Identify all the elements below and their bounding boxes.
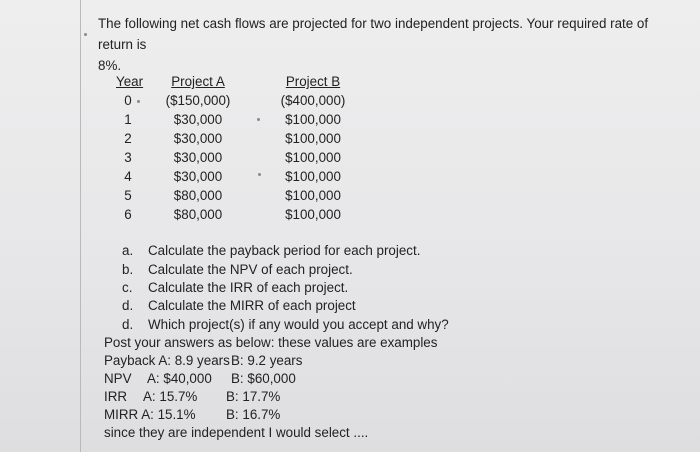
project-b-cell: $100,000 [285, 169, 341, 184]
project-a-cell: $80,000 [173, 188, 223, 203]
speck-mark [258, 173, 261, 176]
year-cell: 4 [124, 169, 132, 184]
project-a-cell: $30,000 [173, 112, 223, 127]
question-label: d. [122, 298, 134, 313]
project-a-cell: $30,000 [173, 169, 223, 184]
question-text: Calculate the payback period for each project. [148, 243, 421, 258]
mirr-b-value: B: 16.7% [226, 407, 281, 422]
npv-b-value: B: $60,000 [231, 371, 296, 386]
payback-label: Payback A: 8.9 years [104, 353, 230, 368]
question-text: Calculate the MIRR of each project [148, 298, 356, 313]
header-project-b: Project B [285, 74, 341, 89]
year-cell: 0 [124, 93, 132, 108]
irr-label: IRR [104, 389, 128, 404]
npv-a-value: A: $40,000 [147, 371, 212, 386]
question-label: b. [122, 262, 134, 277]
project-b-cell: $100,000 [285, 188, 341, 203]
closing-statement: since they are independent I would select .... [104, 425, 369, 440]
speck-mark [84, 33, 87, 36]
year-cell: 2 [124, 131, 132, 146]
payback-b-value: B: 9.2 years [231, 353, 303, 368]
year-cell: 5 [124, 188, 132, 203]
irr-b-value: B: 17.7% [226, 389, 281, 404]
header-year: Year [116, 74, 144, 89]
problem-statement [98, 13, 668, 76]
project-a-cell: $80,000 [173, 207, 223, 222]
problem-statement-line-1: The following net cash flows are projected for two independent projects. Your required rate of return is [98, 16, 649, 52]
header-project-a: Project A [171, 74, 225, 89]
npv-label: NPV [104, 371, 132, 386]
question-text: Calculate the IRR of each project. [148, 280, 349, 295]
speck-mark [257, 118, 260, 121]
year-cell: 1 [124, 112, 132, 127]
answer-format-intro: Post your answers as below: these values are examples [104, 335, 438, 350]
irr-a-value: A: 15.7% [143, 389, 198, 404]
project-b-cell: $100,000 [285, 131, 341, 146]
question-label: c. [122, 280, 133, 295]
question-text: Which project(s) if any would you accept and why? [148, 317, 449, 332]
page-margin-line [80, 0, 81, 452]
project-b-cell: ($400,000) [280, 93, 346, 108]
problem-statement-line-2: 8%. [98, 58, 122, 73]
question-label: d. [122, 317, 134, 332]
project-a-cell: ($150,000) [165, 93, 231, 108]
project-a-cell: $30,000 [173, 131, 223, 146]
year-cell: 6 [124, 207, 132, 222]
question-label: a. [122, 243, 134, 258]
project-b-cell: $100,000 [285, 150, 341, 165]
project-a-cell: $30,000 [173, 150, 223, 165]
year-cell: 3 [124, 150, 132, 165]
mirr-label: MIRR A: 15.1% [104, 407, 196, 422]
question-text: Calculate the NPV of each project. [148, 262, 353, 277]
project-b-cell: $100,000 [285, 112, 341, 127]
project-b-cell: $100,000 [285, 207, 341, 222]
